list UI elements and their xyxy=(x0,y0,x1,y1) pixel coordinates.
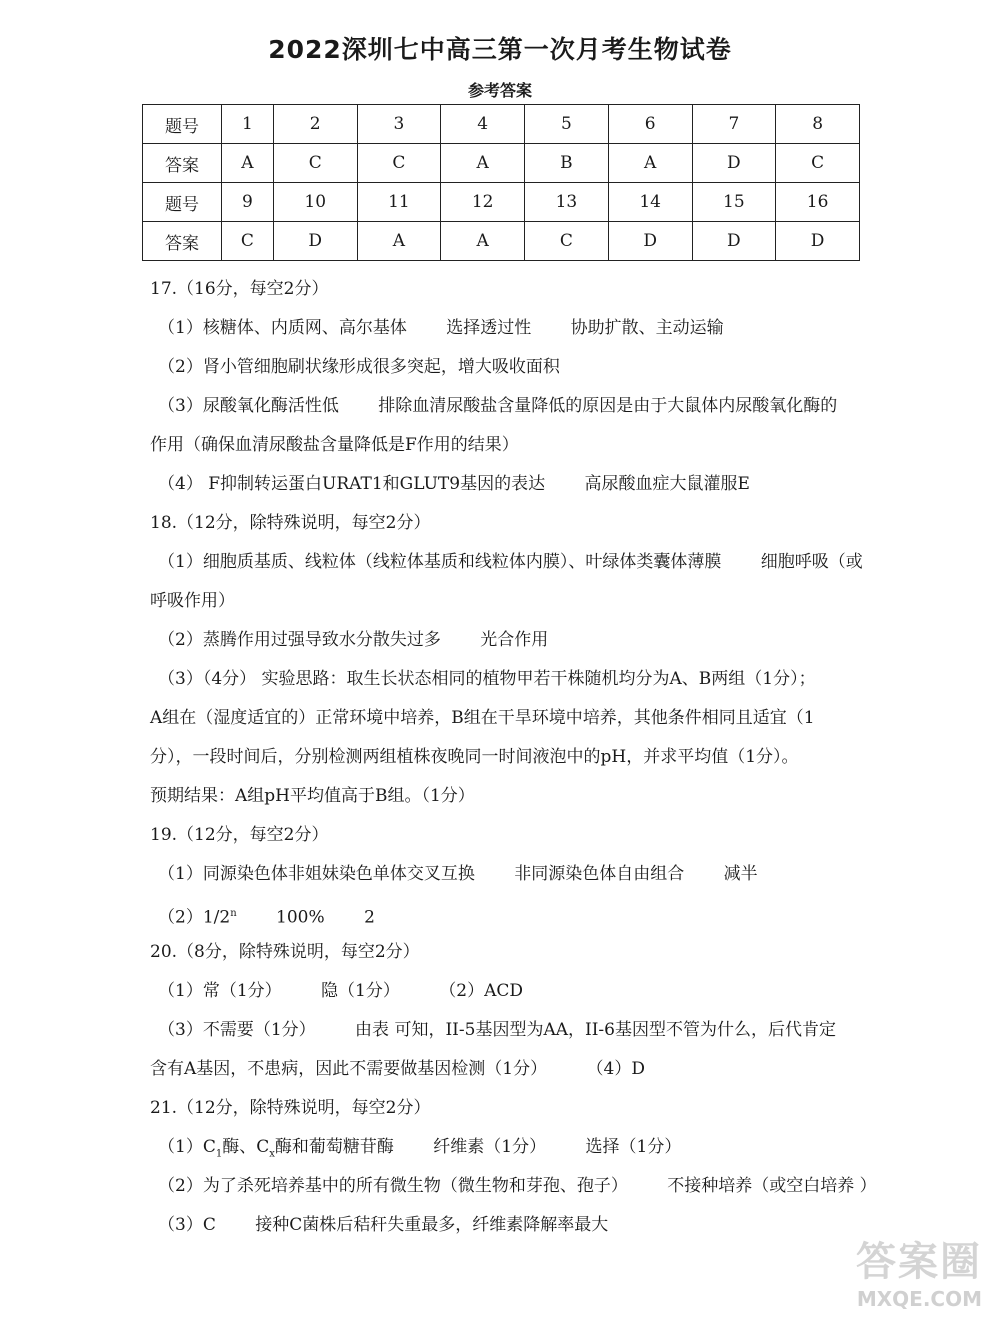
table-cell: 6 xyxy=(608,105,692,144)
page-title: 2022深圳七中高三第一次月考生物试卷 xyxy=(268,35,732,64)
q18-answer-3-cont: 分），一段时间后，分别检测两组植株夜晚同一时间液泡中的pH，并求平均值（1分）。 xyxy=(150,747,799,767)
q17-answer-2: （2）肾小管细胞刷状缘形成很多突起，增大吸收面积 xyxy=(158,357,560,377)
q20-answer-3-cont xyxy=(150,1050,870,1089)
answer-text: （4） F抑制转运蛋白URAT1和GLUT9基因的表达 xyxy=(158,474,546,494)
table-cell: C xyxy=(357,144,441,183)
table-row xyxy=(143,183,860,222)
q17-heading: 17.（16分，每空2分） xyxy=(150,279,329,299)
q18-answer-2 xyxy=(150,621,870,660)
q18-answer-1-cont: 呼吸作用） xyxy=(150,591,235,611)
answer-text: （3）C xyxy=(158,1215,216,1235)
q19-answer-2 xyxy=(150,894,870,933)
answer-text: 选择透过性 xyxy=(446,318,532,338)
answer-text: （3）尿酸氧化酶活性低 xyxy=(158,396,339,416)
table-cell: A xyxy=(608,144,692,183)
answer-table xyxy=(142,104,860,261)
answer-text: 纤维素（1分） xyxy=(433,1137,547,1157)
answer-text: 100% xyxy=(276,907,325,928)
q20-answer-1 xyxy=(150,972,870,1011)
answer-text: 协助扩散、主动运输 xyxy=(570,318,724,338)
watermark-logo: 答案圈 xyxy=(856,1239,982,1285)
table-cell: 3 xyxy=(357,105,441,144)
watermark-url: MXQE.COM xyxy=(856,1287,982,1311)
answer-text: 酶和葡萄糖苷酶 xyxy=(274,1137,394,1157)
answer-text: 由表 可知，II-5基因型为AA，II-6基因型不管为什么，后代肯定 xyxy=(355,1020,836,1040)
table-cell: 2 xyxy=(273,105,357,144)
table-cell: 答案 xyxy=(143,144,222,183)
table-cell: A xyxy=(357,222,441,261)
answer-text: 排除血清尿酸盐含量降低的原因是由于大鼠体内尿酸氧化酶的 xyxy=(378,396,838,416)
answer-text: 非同源染色体自由组合 xyxy=(514,864,685,884)
table-row xyxy=(143,105,860,144)
q17-answer-3-cont: 作用（确保血清尿酸盐含量降低是F作用的结果） xyxy=(150,435,519,455)
answer-text: （2）ACD xyxy=(439,981,524,1001)
answer-text: （2）1/2 xyxy=(158,907,231,928)
answer-body xyxy=(150,270,877,1245)
table-cell: 答案 xyxy=(143,222,222,261)
answer-text: 2 xyxy=(364,907,375,928)
table-cell: C xyxy=(222,222,274,261)
q20-heading: 20.（8分，除特殊说明，每空2分） xyxy=(150,942,420,962)
table-cell: 8 xyxy=(776,105,860,144)
table-cell: D xyxy=(608,222,692,261)
table-cell: A xyxy=(441,144,525,183)
q20-answer-3 xyxy=(150,1011,870,1050)
table-cell: 7 xyxy=(692,105,776,144)
answer-text: （1）C xyxy=(158,1137,216,1157)
table-cell: 题号 xyxy=(143,183,222,222)
answer-text: （1）核糖体、内质网、高尔基体 xyxy=(158,318,407,338)
answer-text: （3）不需要（1分） xyxy=(158,1020,316,1040)
table-cell: 10 xyxy=(273,183,357,222)
answer-text: 光合作用 xyxy=(480,630,549,650)
answer-text: 选择（1分） xyxy=(585,1137,682,1157)
table-cell: C xyxy=(273,144,357,183)
table-cell: D xyxy=(776,222,860,261)
table-cell: C xyxy=(776,144,860,183)
q21-answer-3 xyxy=(150,1206,870,1245)
subscript: 1 xyxy=(215,1148,223,1160)
q19-heading: 19.（12分，每空2分） xyxy=(150,825,329,845)
answer-text: 高尿酸血症大鼠灌服E xyxy=(584,474,750,494)
table-cell: 13 xyxy=(525,183,609,222)
table-cell: 5 xyxy=(525,105,609,144)
answer-text: 不接种培养（或空白培养 ） xyxy=(667,1176,877,1196)
table-row xyxy=(143,144,860,183)
q17-answer-4 xyxy=(150,465,870,504)
table-cell: 15 xyxy=(692,183,776,222)
q21-answer-2 xyxy=(150,1167,877,1206)
answer-text: （4）D xyxy=(586,1059,645,1079)
table-cell: D xyxy=(273,222,357,261)
table-row xyxy=(143,222,860,261)
answer-text: （2）为了杀死培养基中的所有微生物（微生物和芽孢、孢子） xyxy=(158,1176,628,1196)
q19-answer-1 xyxy=(150,855,870,894)
answer-text: 接种C菌株后秸秆失重最多，纤维素降解率最大 xyxy=(255,1215,609,1235)
answer-text: 酶、C xyxy=(222,1137,270,1157)
table-cell: 14 xyxy=(608,183,692,222)
answer-text: 细胞呼吸（或 xyxy=(760,552,863,572)
table-cell: A xyxy=(222,144,274,183)
table-cell: D xyxy=(692,144,776,183)
q18-answer-3: （3）（4分） 实验思路：取生长状态相同的植物甲若干株随机均分为A、B两组（1分）； xyxy=(158,669,816,689)
answer-text: 隐（1分） xyxy=(321,981,400,1001)
table-cell: 4 xyxy=(441,105,525,144)
subscript: x xyxy=(269,1148,275,1160)
table-cell: 12 xyxy=(441,183,525,222)
table-cell: 11 xyxy=(357,183,441,222)
answer-text: （2）蒸腾作用过强导致水分散失过多 xyxy=(158,630,441,650)
answer-text: （1）同源染色体非姐妹染色单体交叉互换 xyxy=(158,864,475,884)
q21-answer-1 xyxy=(150,1128,870,1167)
table-cell: 1 xyxy=(222,105,274,144)
answer-text: 减半 xyxy=(723,864,758,884)
table-cell: 9 xyxy=(222,183,274,222)
table-cell: 16 xyxy=(776,183,860,222)
table-cell: A xyxy=(441,222,525,261)
answer-text: （1）常（1分） xyxy=(158,981,282,1001)
q21-heading: 21.（12分，除特殊说明，每空2分） xyxy=(150,1098,431,1118)
q18-heading: 18.（12分，除特殊说明，每空2分） xyxy=(150,513,431,533)
exponent: n xyxy=(230,908,237,919)
table-cell: D xyxy=(692,222,776,261)
table-cell: 题号 xyxy=(143,105,222,144)
answer-text: （1）细胞质基质、线粒体（线粒体基质和线粒体内膜）、叶绿体类囊体薄膜 xyxy=(158,552,722,572)
q18-answer-3-cont: A组在（湿度适宜的）正常环境中培养，B组在干旱环境中培养，其他条件相同且适宜（1 xyxy=(150,708,815,728)
q18-expected-result: 预期结果：A组pH平均值高于B组。（1分） xyxy=(150,786,475,806)
q18-answer-1 xyxy=(150,543,870,582)
site-watermark xyxy=(832,1230,982,1311)
table-cell: C xyxy=(525,222,609,261)
answer-key-heading: 参考答案 xyxy=(467,81,532,100)
table-cell: B xyxy=(525,144,609,183)
q17-answer-3 xyxy=(150,387,870,426)
q17-answer-1 xyxy=(150,309,870,348)
answer-text: 含有A基因，不患病，因此不需要做基因检测（1分） xyxy=(150,1059,548,1079)
